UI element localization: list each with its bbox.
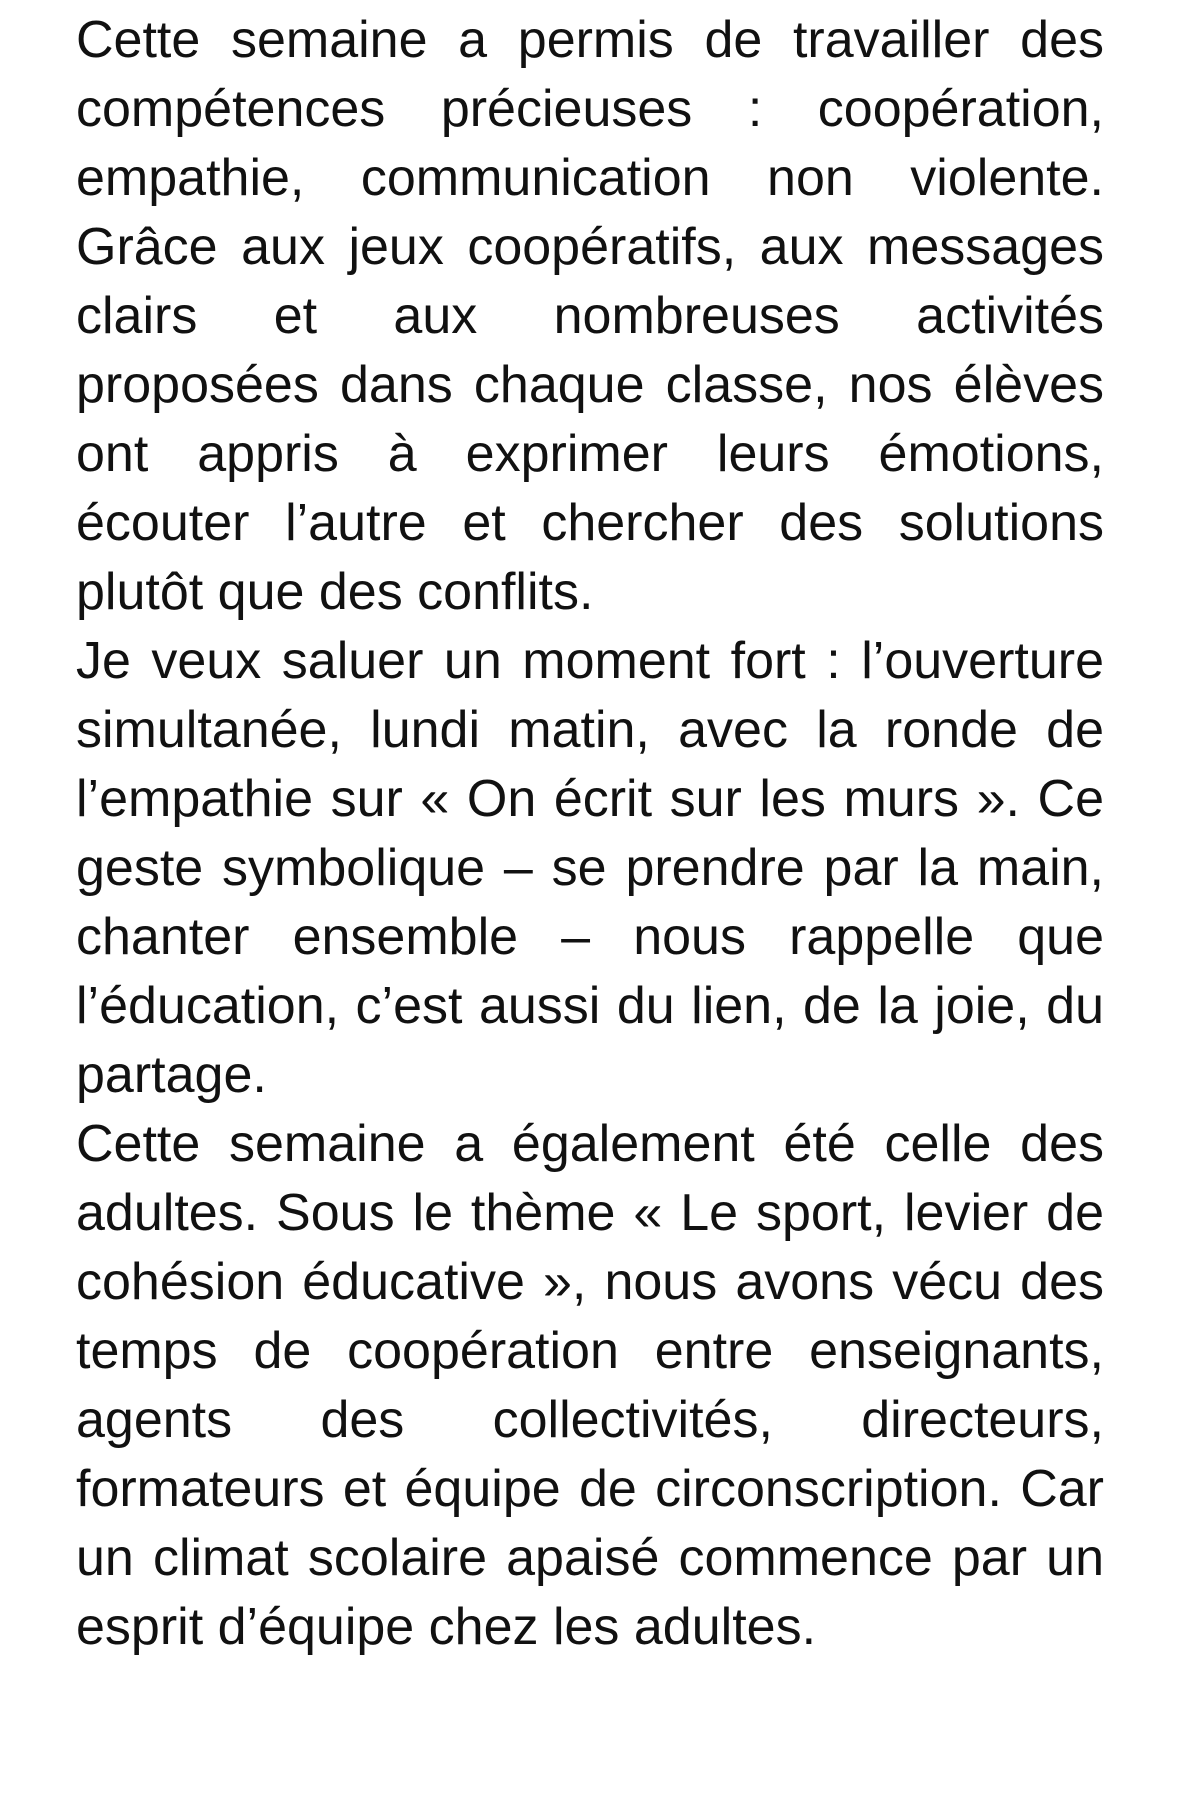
paragraph-adultes: Cette semaine a également été celle des adultes. Sous le thème « Le sport, levier de cohésion éducative », nous avons vécu des temps de coopération entre enseignants, agents des collectivités, directeurs, formateurs et équipe de circonscription. Car un climat scolaire apaisé commence par un esprit d’équipe chez les adultes. <box>76 1115 1104 1656</box>
paragraph-moment-fort: Je veux saluer un moment fort : l’ouverture simultanée, lundi matin, avec la ronde de l’empathie sur « On écrit sur les murs ». Ce geste symbolique – se prendre par la main, chanter ensemble – nous rappelle que l’éducation, c’est aussi du lien, de la joie, du partage. <box>76 632 1104 1104</box>
document-body <box>76 6 1104 1662</box>
paragraph-competences: Cette semaine a permis de travailler des compétences précieuses : coopération, empathie, communication non violente. Grâce aux jeux coopératifs, aux messages clairs et aux nombreuses activités proposées dans chaque classe, nos élèves ont appris à exprimer leurs émotions, écouter l’autre et chercher des solutions plutôt que des conflits. <box>76 11 1104 621</box>
